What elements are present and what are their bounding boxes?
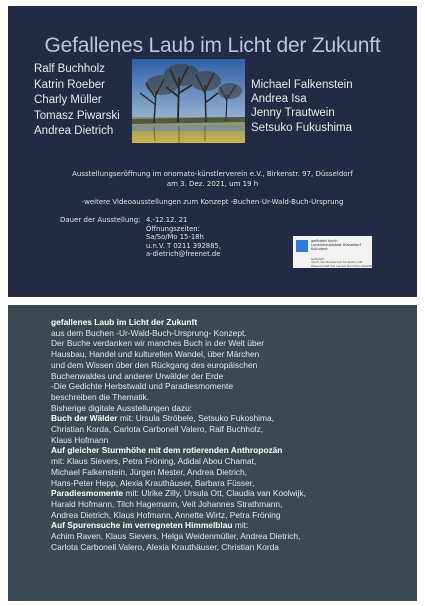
exhibition-details [146,216,221,259]
sponsor-logo [293,236,376,268]
artist-name: Charly Müller [34,94,102,107]
sponsor-sub-line: durch das Ministerium für Kultur und [311,260,363,265]
text-line: Achim Raven, Klaus Sievers, Helga Weidenmüller, Andrea Dietrich, [51,531,301,542]
sponsor-sub-line: Wissenschaft des Landes Nordrhein-Westfalen [311,263,376,268]
text-line: beschreiben die Thematik. [51,391,150,402]
exhibition-entry [51,520,411,531]
exhibition-entry [51,488,411,499]
text-line: Buchenwaldes und anderer Urwälder der Erde [51,370,224,381]
text-line: -Die Gedichte Herbstwald und Paradiesmomente [51,381,234,392]
text-line: Christian Korda, Carlota Carbonell Valero, Ralf Buchholz, [51,424,264,435]
artist-name: Katrin Roeber [34,78,105,91]
opening-venue: Ausstellungseröffnung im onomato-künstlerverein e.V., Birkenstr. 97, Düsseldorf [72,170,353,178]
video-exhibitions-note: -weitere Videoausstellungen zum Konzept -Buchen-Ur-Wald-Buch-Ursprung [81,198,344,206]
opening-date: am 3. Dez. 2021, um 19 h [166,180,259,188]
poster-title: Gefallenes Laub im Licht der Zukunft [44,34,381,57]
poster-top-panel [8,6,417,297]
artist-name: Michael Falkenstein [251,79,353,91]
text-line: und dem Wissen über den Rückgang des europäischen [51,359,258,370]
sponsor-line: Kulturamt [311,247,328,252]
artist-name: Tomasz Piwarski [34,109,120,122]
text-line: Hans-Peter Hepp, Alexia Krauthäuser, Barbara Füsser, [51,477,255,488]
artist-list-right [251,78,353,135]
opening-hours-label: Öffnungszeiten: [146,224,200,233]
exhibition-entry [51,413,411,424]
sponsor-line: Landeshauptstadt Düsseldorf [311,243,361,248]
artist-name: Andrea Isa [251,93,307,106]
forest-photo [132,59,245,143]
duration-label: Dauer der Ausstellung: [60,216,141,224]
sponsor-text [311,239,361,252]
exhibition-title: Auf Spurensuche im verregneten Himmelblau [51,520,233,531]
artist-name: Setsuko Fukushima [251,121,352,134]
exhibition-title: Paradiesmomente [51,488,124,499]
exhibition-participants: mit: [232,520,249,531]
sponsor-line: gefördert durch [311,239,338,243]
artist-list-left [34,62,120,140]
exhibition-title: Auf gleicher Sturmhöhe mit dem rotierenden Anthropozän [51,445,283,456]
text-line: Carlota Carbonell Valero, Alexia Krauthäuser, Christian Korda [51,541,279,552]
description-heading: gefallenes Laub im Licht der Zukunft [51,317,198,327]
city-emblem-icon [296,240,308,252]
sponsor-subtext [311,258,376,268]
text-line: Der Buche verdanken wir manches Buch in der Welt über [51,338,265,349]
text-line: aus dem Buchen -Ur-Wald-Buch-Ursprung- Konzept. [51,327,247,338]
text-line: Harald Hofmann, Tilch Hagemann, Veit Johannes Strathmann, [51,498,283,509]
exhibition-participants: mit: Ursula Ströbele, Setsuko Fukoshima, [117,413,274,424]
opening-info [8,169,417,207]
exhibition-title: Buch der Wälder [51,413,118,424]
text-line: Klaus Hofmann [51,434,109,445]
poster-bottom-panel [8,305,417,601]
exhibition-participants: mit: Ulrike Zilly, Ursula Ott, Claudia van Koolwijk, [123,488,306,499]
artist-name: Andrea Dietrich [34,125,114,138]
artist-name: Ralf Buchholz [34,63,105,75]
text-line: Bisherige digitale Ausstellungen dazu: [51,402,193,413]
artist-name: Jenny Trautwein [251,107,335,120]
text-line: Hausbau, Handel und kulturellen Wandel, über Märchen [51,349,260,360]
phone: u.n.V. T 0211 392885, [146,241,221,250]
text-line: Michael Falkenstein, Jürgen Mester, Andrea Dietrich, [51,466,247,477]
email-link[interactable]: a-dietrich@freenet.de [146,250,221,259]
text-line: Andrea Dietrich, Klaus Hofmann, Annette Wirtz, Petra Fröning [51,509,281,520]
date-range: 4.-12.12. 21 [146,216,188,224]
text-line: mit: Klaus Sievers, Petra Fröning, Adidal Abou Chamat, [51,456,257,467]
sponsor-sub-line: Gefördert [311,257,325,261]
opening-hours: Sa/So/Mo 15-18h [146,233,204,242]
description-text [51,317,411,552]
